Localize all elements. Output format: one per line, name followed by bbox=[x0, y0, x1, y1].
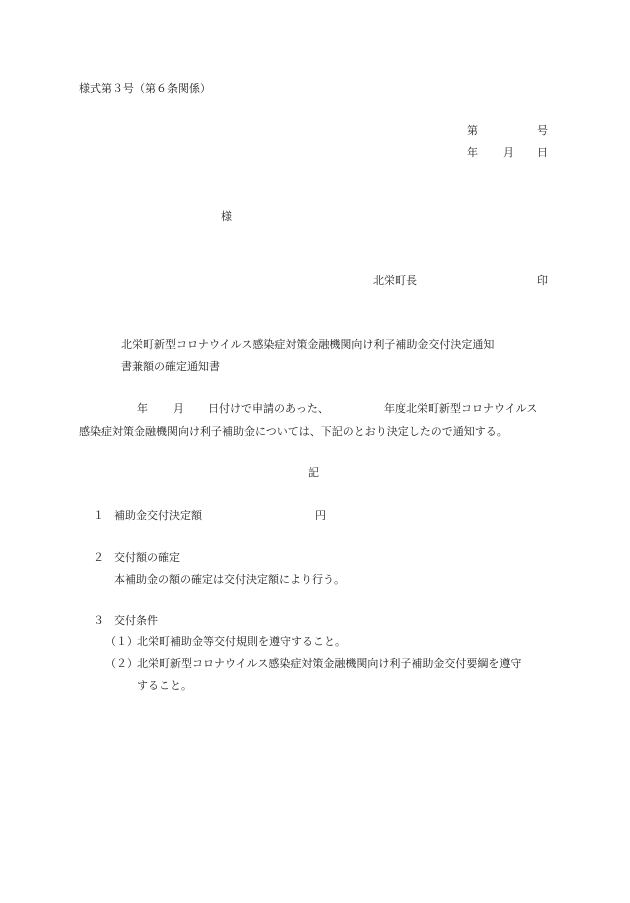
addressee-suffix: 様 bbox=[221, 210, 232, 223]
form-label: 様式第３号（第６条関係） bbox=[79, 82, 211, 95]
item3-condition2-text-cont: すること。 bbox=[137, 679, 192, 692]
body-line2: 感染症対策金融機関向け利子補助金については、下記のとおり決定したので通知する。 bbox=[79, 425, 508, 438]
date-month: 月 bbox=[503, 146, 514, 159]
item1-unit: 円 bbox=[315, 509, 326, 522]
item3-condition2-number: （２） bbox=[105, 657, 138, 670]
doc-number-go: 号 bbox=[537, 124, 548, 137]
item3-condition2-text: 北栄町新型コロナウイルス感染症対策金融機関向け利子補助金交付要綱を遵守 bbox=[137, 657, 522, 670]
item1-label: 補助金交付決定額 bbox=[114, 509, 202, 522]
ki-heading: 記 bbox=[308, 466, 319, 479]
date-year: 年 bbox=[467, 146, 478, 159]
document-title-line1: 北栄町新型コロナウイルス感染症対策金融機関向け利子補助金交付決定通知 bbox=[121, 338, 495, 351]
item3-number: ３ bbox=[93, 614, 104, 627]
item3-label: 交付条件 bbox=[114, 614, 158, 627]
item2-detail: 本補助金の額の確定は交付決定額により行う。 bbox=[114, 573, 345, 586]
body-fiscal-year-text: 年度北栄町新型コロナウイルス bbox=[384, 402, 538, 415]
issuer-seal: 印 bbox=[537, 274, 548, 287]
body-month: 月 bbox=[173, 402, 184, 415]
body-year: 年 bbox=[137, 402, 148, 415]
item3-condition1-number: （１） bbox=[105, 635, 138, 648]
issuer-name: 北栄町長 bbox=[373, 274, 417, 287]
item1-number: １ bbox=[93, 509, 104, 522]
body-day-text: 日付けで申請のあった、 bbox=[208, 402, 329, 415]
item2-label: 交付額の確定 bbox=[114, 551, 180, 564]
doc-number-dai: 第 bbox=[467, 124, 478, 137]
item2-number: ２ bbox=[93, 551, 104, 564]
item3-condition1-text: 北栄町補助金等交付規則を遵守すること。 bbox=[137, 635, 346, 648]
document-title-line2: 書兼額の確定通知書 bbox=[121, 360, 220, 373]
date-day: 日 bbox=[537, 146, 548, 159]
